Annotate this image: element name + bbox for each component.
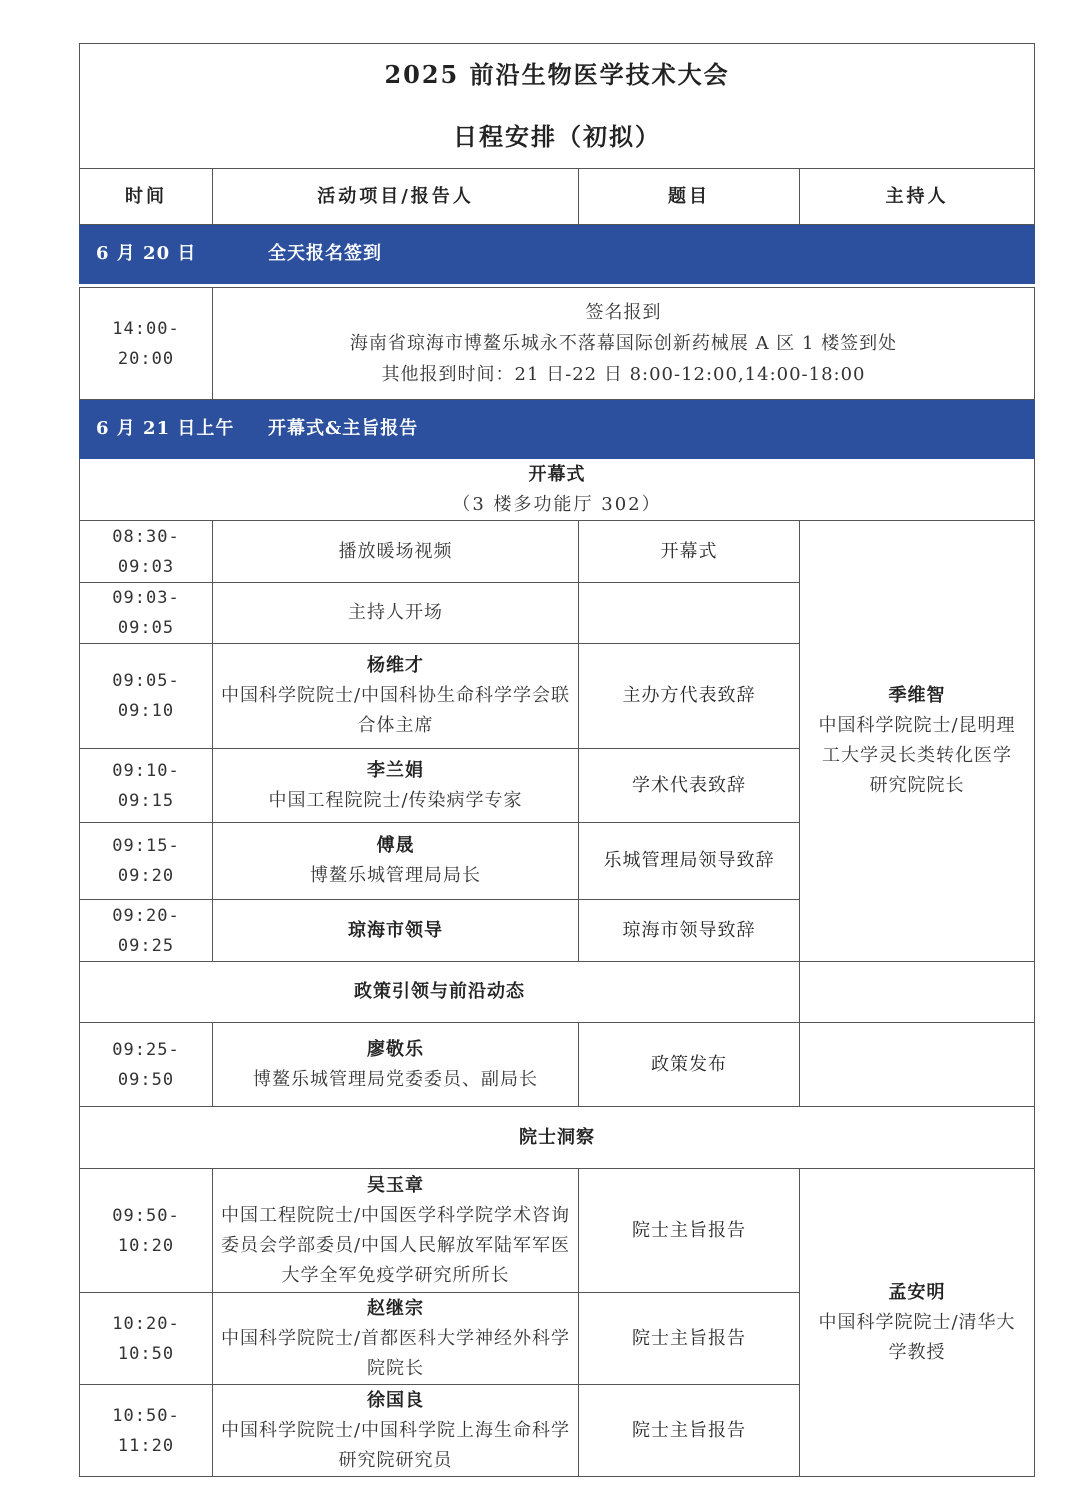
section-title: 开幕式 bbox=[528, 463, 586, 485]
document-title: 2025 前沿生物医学技术大会 bbox=[384, 60, 730, 89]
row-time: 09:05-09:10 bbox=[80, 644, 213, 749]
row-activity bbox=[213, 900, 579, 962]
speaker-name: 琼海市领导 bbox=[348, 919, 443, 941]
day-label: 全天报名签到 bbox=[268, 243, 382, 264]
header-topic: 题目 bbox=[579, 169, 800, 225]
row-activity: 主持人开场 bbox=[213, 583, 579, 644]
document-subtitle: 日程安排（初拟） bbox=[453, 122, 662, 151]
header-time: 时间 bbox=[80, 169, 213, 225]
table-row bbox=[80, 521, 1035, 583]
day-label: 开幕式&主旨报告 bbox=[268, 418, 419, 439]
row-topic: 院士主旨报告 bbox=[579, 1169, 800, 1293]
speaker-desc: 中国科学院院士/中国科学院上海生命科学研究院研究员 bbox=[220, 1419, 571, 1471]
speaker-name: 李兰娟 bbox=[367, 759, 424, 781]
header-host: 主持人 bbox=[800, 169, 1035, 225]
speaker-name: 傅晟 bbox=[376, 835, 415, 856]
schedule-document bbox=[79, 43, 1034, 1477]
section-policy bbox=[80, 962, 1035, 1023]
row-topic: 院士主旨报告 bbox=[579, 1385, 800, 1477]
row-time: 09:03-09:05 bbox=[80, 583, 213, 644]
speaker-name: 赵继宗 bbox=[367, 1297, 424, 1319]
registration-time: 14:00-20:00 bbox=[80, 288, 213, 400]
row-time: 10:50-11:20 bbox=[80, 1385, 213, 1477]
host-name: 季维智 bbox=[888, 685, 946, 706]
day-band-june20 bbox=[80, 225, 1035, 284]
schedule-table bbox=[79, 43, 1035, 1477]
row-time: 09:10-09:15 bbox=[80, 749, 213, 823]
row-time: 09:15-09:20 bbox=[80, 823, 213, 900]
section-opening bbox=[80, 459, 1035, 521]
section-title: 政策引领与前沿动态 bbox=[80, 962, 800, 1023]
speaker-desc: 博鳌乐城管理局党委委员、副局长 bbox=[253, 1068, 538, 1090]
speaker-desc: 博鳌乐城管理局局长 bbox=[310, 865, 481, 886]
row-time: 09:20-09:25 bbox=[80, 900, 213, 962]
row-topic: 学术代表致辞 bbox=[579, 749, 800, 823]
speaker-desc: 中国科学院院士/中国科协生命科学学会联合体主席 bbox=[220, 685, 571, 736]
registration-location: 海南省琼海市博鳌乐城永不落幕国际创新药械展 A 区 1 楼签到处 bbox=[349, 333, 898, 354]
row-activity bbox=[213, 1023, 579, 1107]
row-activity bbox=[213, 1293, 579, 1385]
row-activity bbox=[213, 823, 579, 900]
speaker-desc: 中国工程院院士/传染病学专家 bbox=[268, 789, 523, 811]
day-date: 6 月 21 日上午 bbox=[96, 418, 235, 439]
speaker-desc: 中国工程院院士/中国医学科学院学术咨询委员会学部委员/中国人民解放军陆军军医大学全军免疫学研究所所长 bbox=[220, 1204, 571, 1286]
speaker-name: 吴玉章 bbox=[367, 1174, 424, 1196]
day-date: 6 月 20 日 bbox=[96, 243, 197, 264]
speaker-name: 廖敬乐 bbox=[367, 1038, 424, 1060]
section-academician bbox=[80, 1107, 1035, 1169]
academician-host-cell bbox=[800, 1169, 1035, 1477]
row-activity bbox=[213, 749, 579, 823]
section-venue: （3 楼多功能厅 302） bbox=[452, 493, 662, 515]
opening-host-cell bbox=[800, 521, 1035, 962]
registration-row bbox=[80, 288, 1035, 400]
speaker-name: 杨维才 bbox=[367, 655, 424, 676]
row-activity bbox=[213, 1385, 579, 1477]
row-time: 09:50-10:20 bbox=[80, 1169, 213, 1293]
registration-line1: 签名报到 bbox=[585, 302, 662, 323]
host-name: 孟安明 bbox=[888, 1281, 946, 1303]
speaker-desc: 中国科学院院士/首都医科大学神经外科学院院长 bbox=[220, 1327, 571, 1379]
row-time: 09:25-09:50 bbox=[80, 1023, 213, 1107]
row-activity: 播放暖场视频 bbox=[213, 521, 579, 583]
row-time: 08:30-09:03 bbox=[80, 521, 213, 583]
table-row bbox=[80, 1169, 1035, 1293]
section-title: 院士洞察 bbox=[80, 1107, 1035, 1169]
row-activity bbox=[213, 644, 579, 749]
row-time: 10:20-10:50 bbox=[80, 1293, 213, 1385]
title-cell bbox=[80, 44, 1035, 169]
registration-other-times: 其他报到时间：21 日-22 日 8:00-12:00,14:00-18:00 bbox=[381, 364, 866, 385]
table-row bbox=[80, 1023, 1035, 1107]
header-activity: 活动项目/报告人 bbox=[213, 169, 579, 225]
row-topic bbox=[579, 583, 800, 644]
row-topic: 开幕式 bbox=[579, 521, 800, 583]
row-topic: 政策发布 bbox=[579, 1023, 800, 1107]
speaker-name: 徐国良 bbox=[367, 1389, 424, 1411]
row-topic: 琼海市领导致辞 bbox=[579, 900, 800, 962]
row-activity bbox=[213, 1169, 579, 1293]
host-desc: 中国科学院院士/昆明理工大学灵长类转化医学研究院院长 bbox=[818, 715, 1016, 796]
row-topic: 院士主旨报告 bbox=[579, 1293, 800, 1385]
day-band-june21 bbox=[80, 400, 1035, 459]
host-desc: 中国科学院院士/清华大学教授 bbox=[818, 1311, 1016, 1363]
row-topic: 主办方代表致辞 bbox=[579, 644, 800, 749]
row-topic: 乐城管理局领导致辞 bbox=[579, 823, 800, 900]
header-row bbox=[80, 169, 1035, 225]
